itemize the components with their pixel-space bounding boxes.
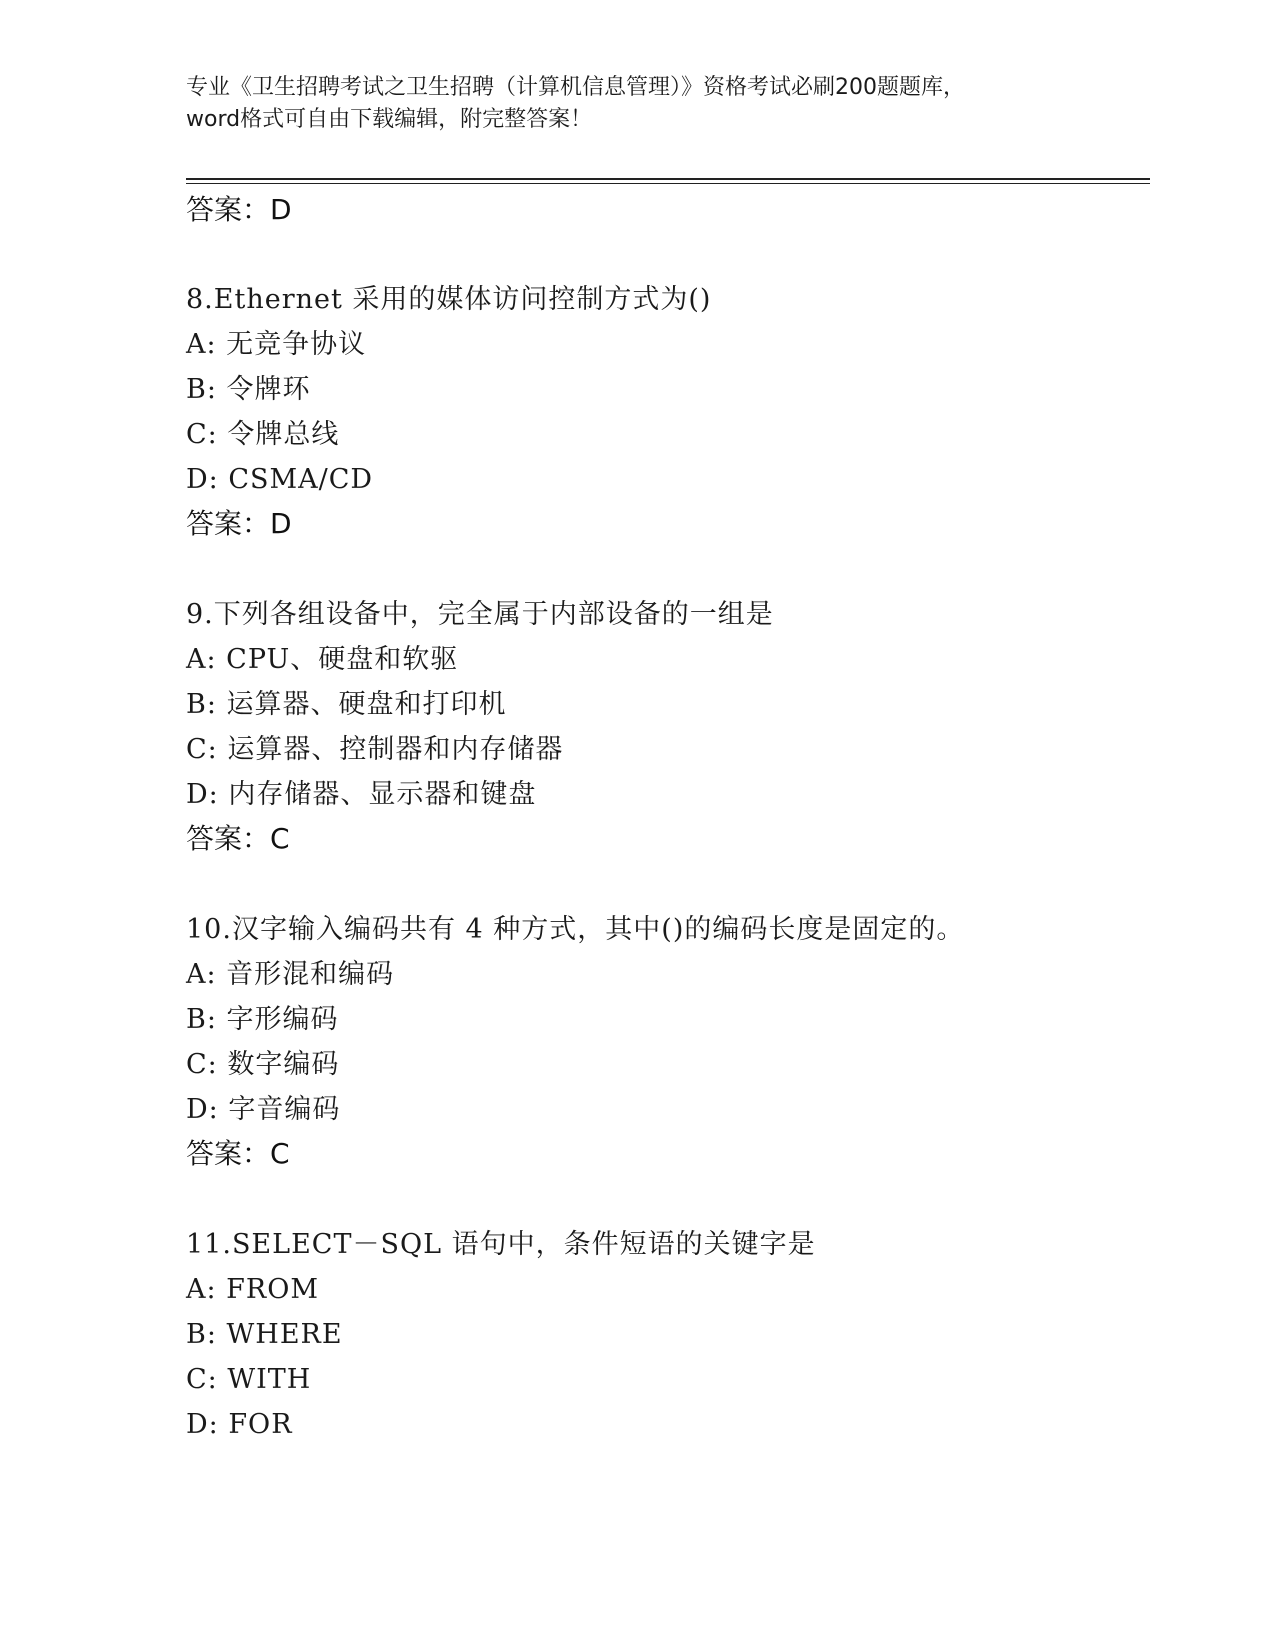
question-title-8: 8.Ethernet 采用的媒体访问控制方式为() xyxy=(186,284,712,315)
answer-q10: 答案：C xyxy=(186,1137,290,1170)
answer-q7: 答案：D xyxy=(186,193,292,226)
option-10-b: B: 字形编码 xyxy=(186,1004,339,1035)
answer-q8: 答案：D xyxy=(186,507,292,540)
option-10-d: D: 字音编码 xyxy=(186,1094,341,1125)
header-line-2: word格式可自由下载编辑，附完整答案！ xyxy=(186,107,593,132)
option-11-a: A: FROM xyxy=(186,1274,320,1305)
option-9-d: D: 内存储器、显示器和键盘 xyxy=(186,779,537,810)
option-8-a: A: 无竞争协议 xyxy=(186,329,367,360)
option-11-d: D: FOR xyxy=(186,1409,293,1440)
header-rule-thin xyxy=(186,183,1150,184)
option-8-c: C: 令牌总线 xyxy=(186,419,340,450)
document-header xyxy=(186,72,1086,136)
option-9-c: C: 运算器、控制器和内存储器 xyxy=(186,734,564,765)
header-line-1: 专业《卫生招聘考试之卫生招聘（计算机信息管理）》资格考试必刷200题题库， xyxy=(186,75,965,100)
option-9-b: B: 运算器、硬盘和打印机 xyxy=(186,689,507,720)
option-9-a: A: CPU、硬盘和软驱 xyxy=(186,644,459,675)
option-11-b: B: WHERE xyxy=(186,1319,343,1350)
question-title-9: 9.下列各组设备中，完全属于内部设备的一组是 xyxy=(186,599,774,630)
question-title-10: 10.汉字输入编码共有 4 种方式，其中()的编码长度是固定的。 xyxy=(186,914,965,945)
option-10-c: C: 数字编码 xyxy=(186,1049,340,1080)
question-title-11: 11.SELECT－SQL 语句中，条件短语的关键字是 xyxy=(186,1229,816,1260)
option-11-c: C: WITH xyxy=(186,1364,312,1395)
header-rule xyxy=(186,178,1150,180)
option-8-b: B: 令牌环 xyxy=(186,374,311,405)
option-8-d: D: CSMA/CD xyxy=(186,464,374,495)
answer-q9: 答案：C xyxy=(186,822,290,855)
option-10-a: A: 音形混和编码 xyxy=(186,959,395,990)
